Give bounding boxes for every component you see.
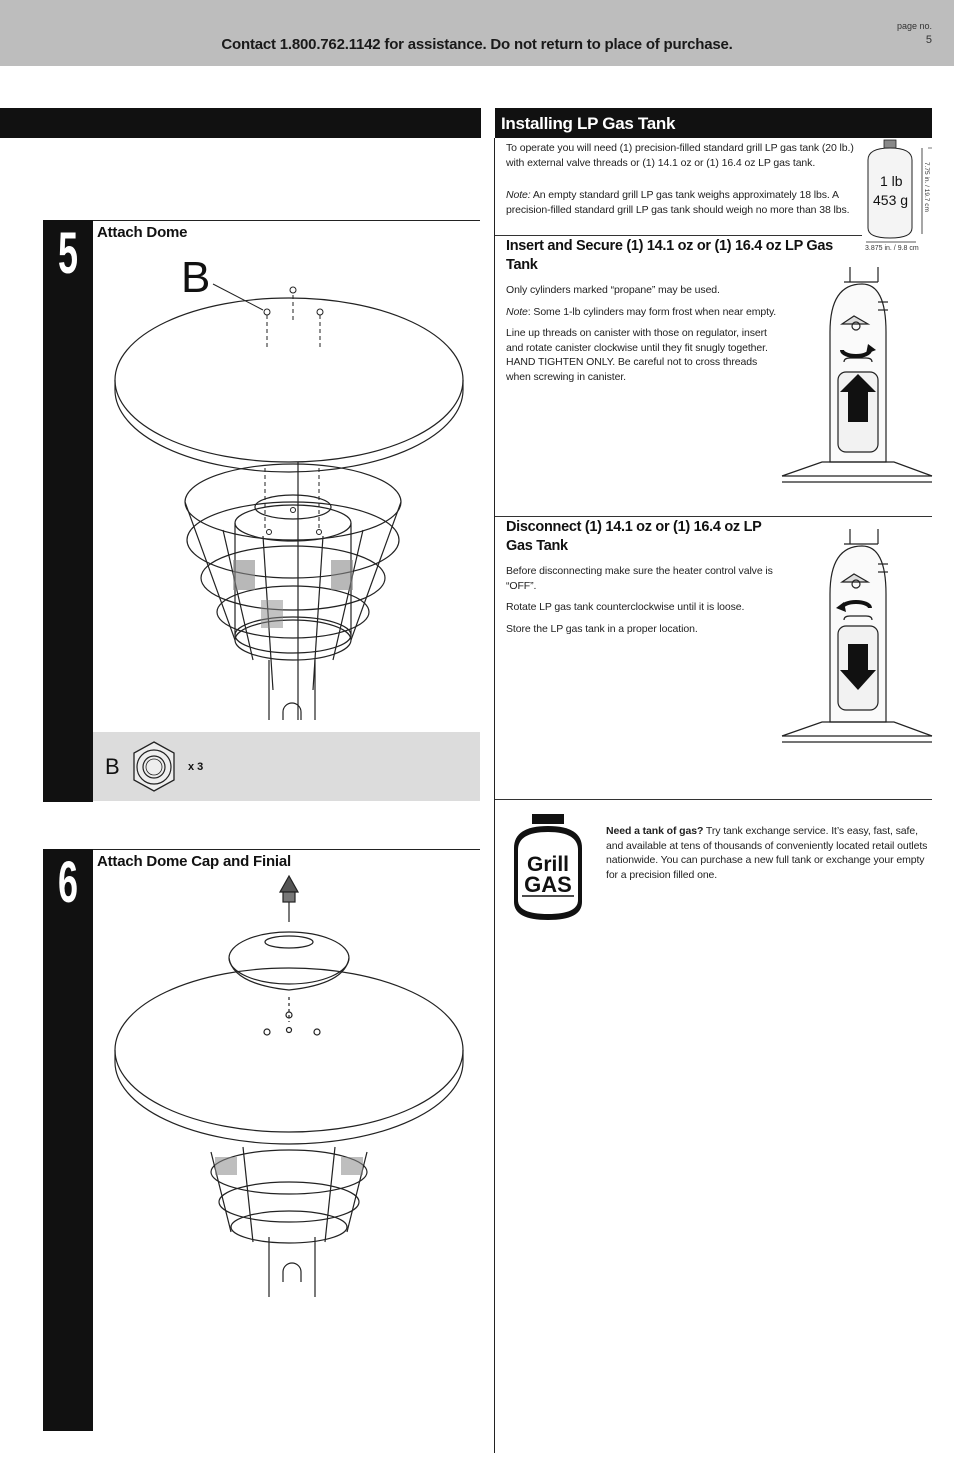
disconnect-rotate: Rotate LP gas tank counterclockwise until it is loose. — [506, 601, 745, 613]
contact-banner: Contact 1.800.762.1142 for assistance. Do not return to place of purchase. — [221, 36, 733, 53]
lp-intro: To operate you will need (1) precision-filled standard grill LP gas tank (20 lb.) with external valve threads or (1) 14.1 oz or (1) 16.4 oz LP gas tank. — [506, 142, 854, 169]
tank-width-label: 3.875 in. / 9.8 cm — [865, 245, 919, 252]
left-section-band — [0, 108, 481, 138]
insert-note-text: : Some 1-lb cylinders may form frost when near empty. — [527, 306, 777, 318]
disconnect-check-valve: Before disconnecting make sure the heater control valve is “OFF”. — [506, 565, 773, 592]
lp-section-title: Installing LP Gas Tank — [501, 114, 676, 133]
tank-weight-lb: 1 lb — [880, 173, 903, 189]
hex-nut-icon — [129, 740, 179, 794]
tank-weight-g: 453 g — [873, 192, 909, 208]
insert-instructions: Line up threads on canister with those on regulator, insert and rotate canister clockwise until they fit snugly together. HAND TIGHTEN ONLY. Be careful not to cross threads when screwing in canister. — [506, 327, 768, 383]
parts-quantity: x 3 — [188, 761, 204, 773]
parts-letter: B — [105, 754, 120, 779]
insert-tank-illustration — [782, 262, 932, 488]
step6-number-column — [43, 849, 93, 1431]
tank-height-label: 7.75 in. / 19.7 cm — [923, 162, 930, 212]
lp-note — [506, 188, 856, 217]
step5-number-column — [43, 220, 93, 802]
lp-note-label: Note: — [506, 189, 531, 201]
disconnect-store: Store the LP gas tank in a proper location. — [506, 623, 698, 635]
disconnect-title: Disconnect (1) 14.1 oz or (1) 16.4 oz LP Gas Tank — [506, 519, 762, 554]
step5-rule — [93, 220, 480, 221]
step6-number: 6 — [57, 850, 78, 915]
logo-grill-text: Grill — [526, 853, 570, 876]
disconnect-section-rule — [495, 516, 932, 517]
parts-box — [93, 732, 480, 801]
insert-section-rule — [495, 235, 862, 236]
lp-section-band — [495, 108, 932, 138]
grillgas-text — [606, 824, 928, 882]
step5-number: 5 — [57, 221, 78, 286]
logo-gas-text: GAS — [524, 872, 572, 897]
grill-gas-logo — [506, 808, 590, 924]
attach-dome-cap-illustration — [93, 872, 480, 1302]
page-number-label: page no. — [896, 21, 932, 31]
grillgas-body: Try tank exchange service. It’s easy, fast, safe, and available at tens of thousands of conveniently located retail outlets nationwide. You can purchase a new full tank or exchange your empty for a precision filled one. — [606, 825, 928, 881]
insert-title: Insert and Secure (1) 14.1 oz or (1) 16.4 oz LP Gas Tank — [506, 238, 833, 273]
part-callout-b: B — [181, 253, 211, 302]
grillgas-lead: Need a tank of gas? — [606, 825, 704, 837]
grillgas-section-rule — [495, 799, 932, 800]
column-divider — [494, 138, 495, 1453]
header-bar — [0, 0, 954, 66]
step6-title: Attach Dome Cap and Finial — [97, 853, 291, 870]
step5-title: Attach Dome — [97, 224, 188, 241]
1lb-tank-illustration — [862, 138, 934, 248]
insert-note — [506, 305, 778, 320]
insert-cylinders-text: Only cylinders marked “propane” may be used. — [506, 284, 720, 296]
disconnect-tank-illustration — [782, 524, 932, 746]
attach-dome-illustration — [93, 240, 480, 730]
insert-note-label: Note — [506, 306, 528, 318]
lp-note-text: An empty standard grill LP gas tank weighs approximately 18 lbs. A precision-filled standard grill LP gas tank should weigh no more than 38 lbs. — [506, 189, 850, 216]
step6-rule — [93, 849, 480, 850]
page-number: 5 — [925, 34, 932, 46]
